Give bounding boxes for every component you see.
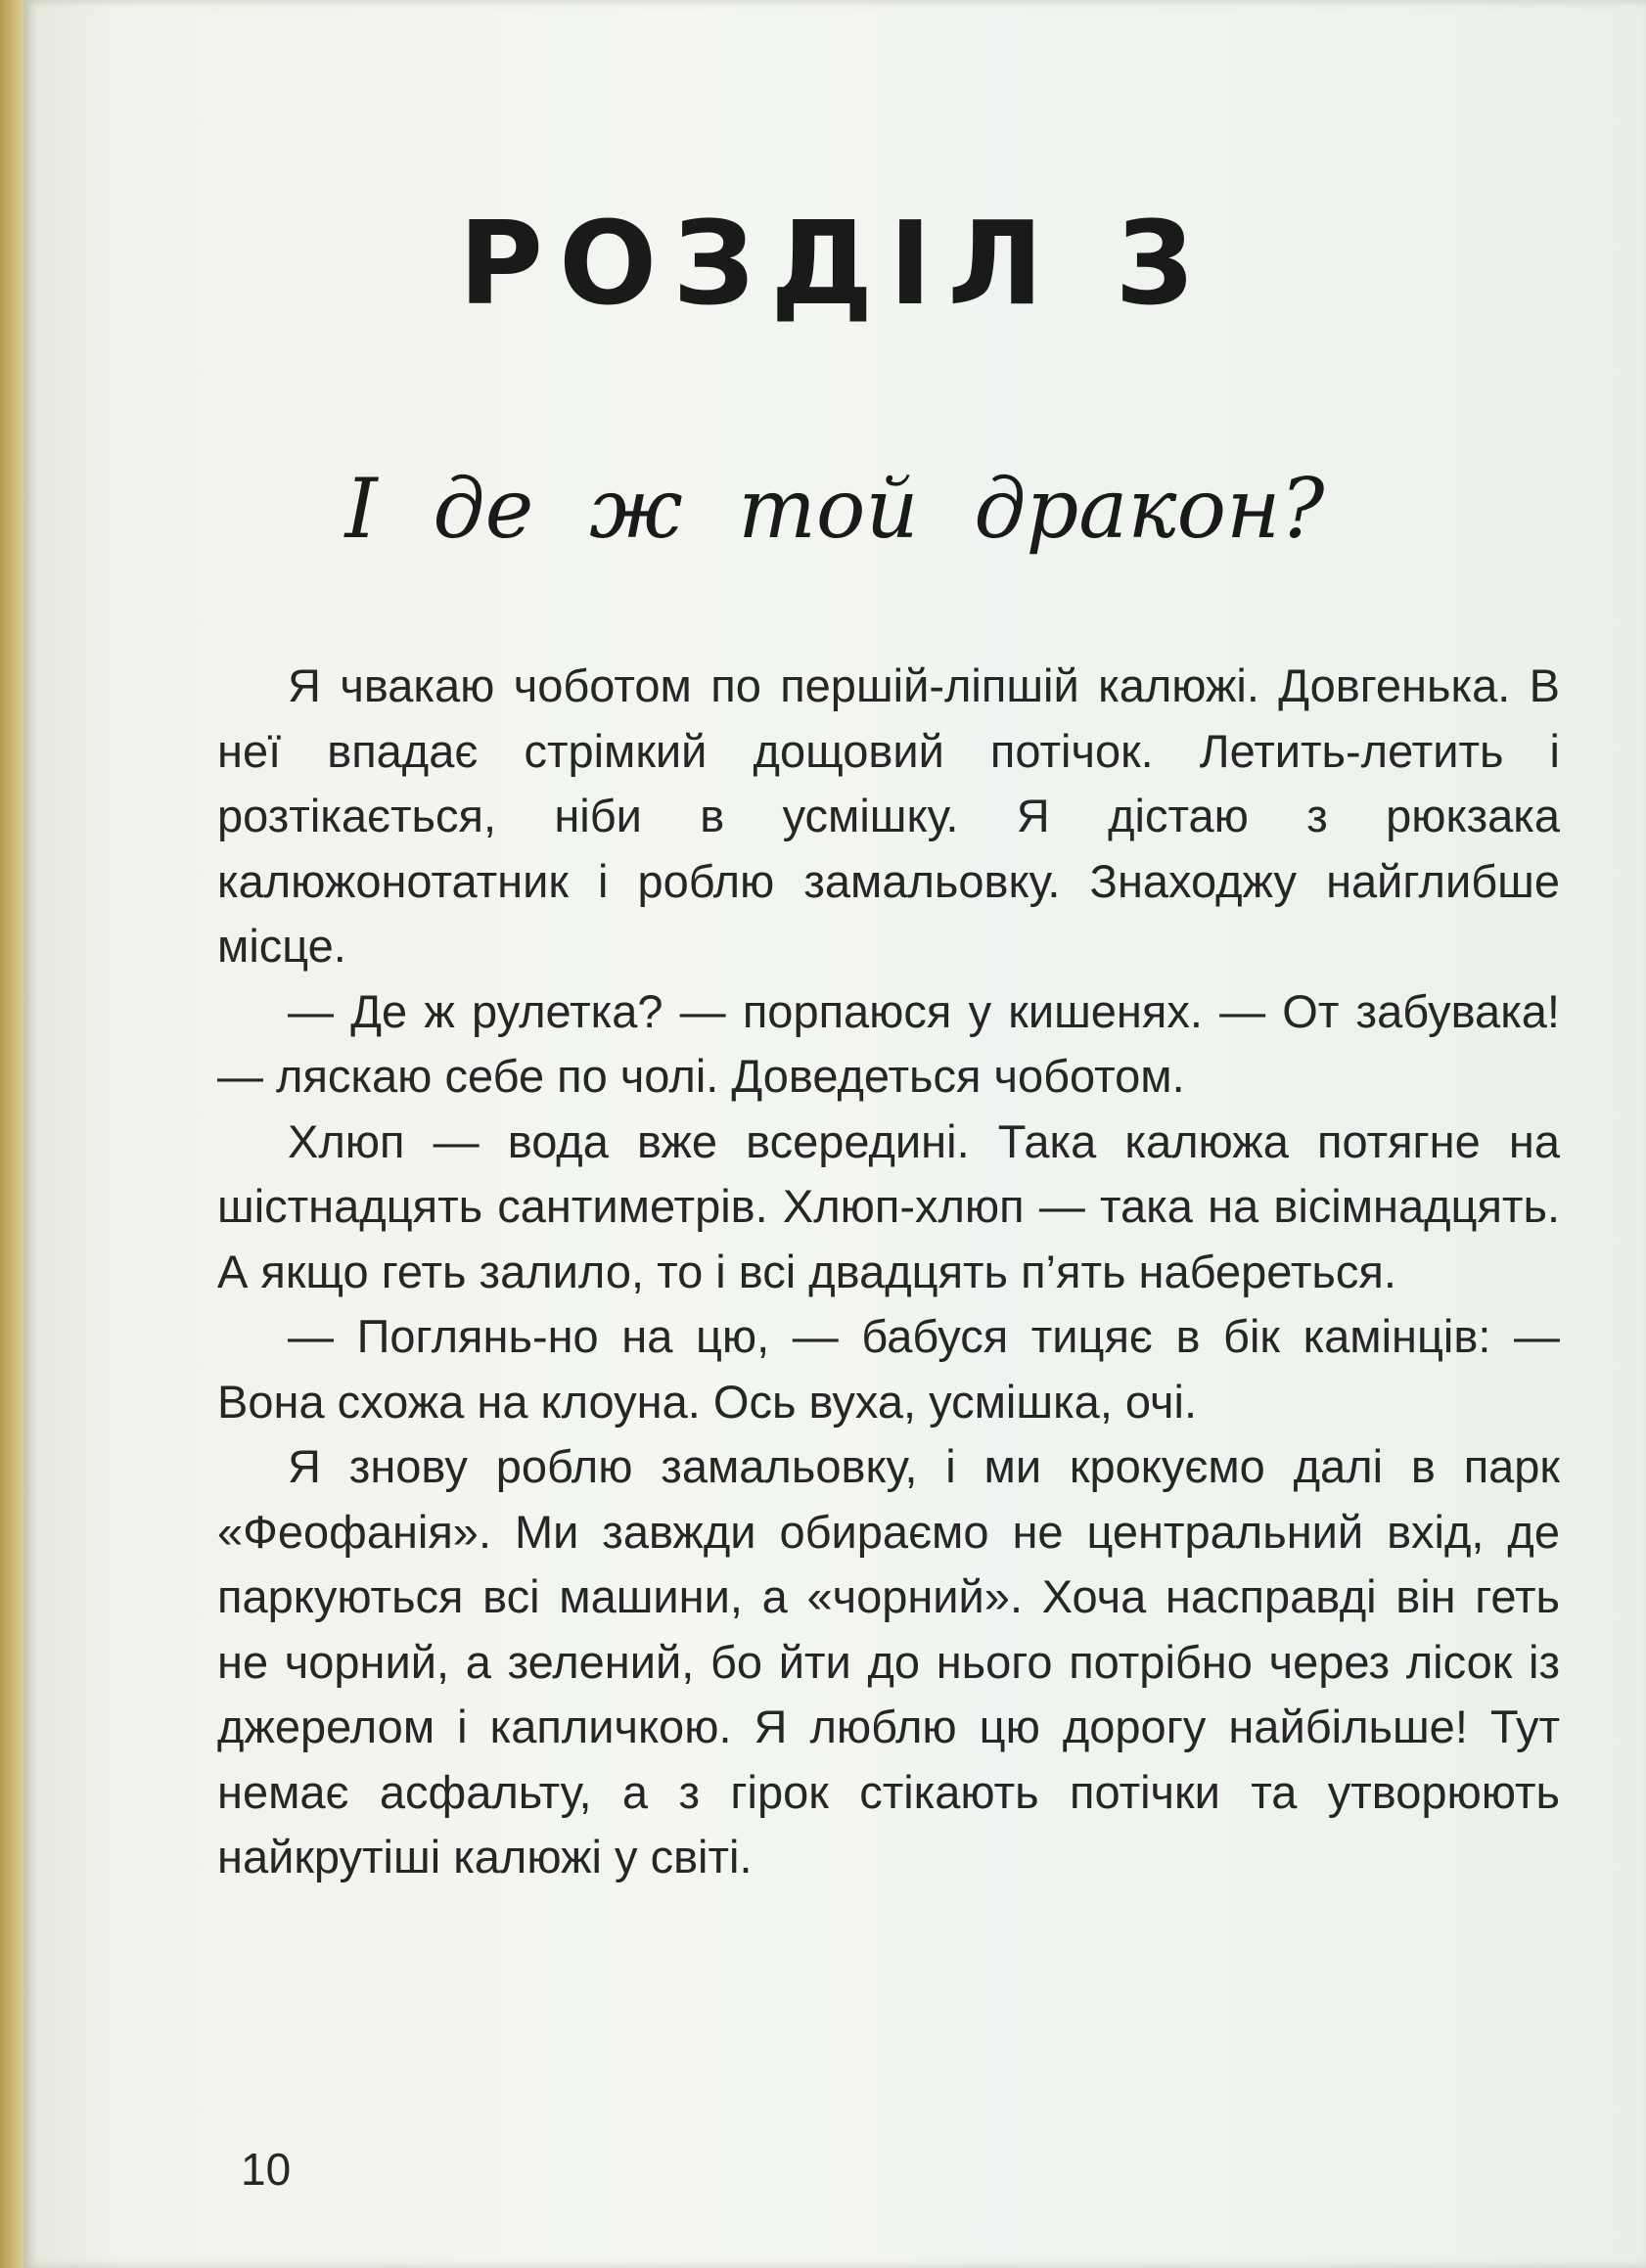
body-text	[217, 654, 1560, 1890]
paragraph: — Де ж рулетка? — порпаюся у кишенях. — От забувака! — ляскаю себе по чолі. Доведеться чоботом.	[217, 984, 1560, 1102]
page-number: 10	[241, 2144, 292, 2195]
paragraph: — Поглянь-но на цю, — бабуся тицяє в бік камінців: — Вона схожа на клоуна. Ось вуха, усмішка, очі.	[217, 1310, 1560, 1428]
chapter-title: РОЗДІЛ 3	[458, 196, 1212, 331]
paragraph: Я чвакаю чоботом по першій-ліпшій калюжі. Довгенька. В неї впадає стрімкий дощовий потічок. Летить-летить і розтікається, ніби в усмішку. Я дістаю з рюкзака калюжонотатник і роблю замальовку. Знаходжу найглибше місце.	[217, 659, 1560, 972]
paragraph: Хлюп — вода вже всередині. Така калюжа потягне на шістнадцять сантиметрів. Хлюп-хлюп — така на вісімнадцять. А якщо геть залило, то і всі двадцять п’ять набереться.	[217, 1114, 1560, 1297]
paragraph: Я знову роблю замальовку, і ми крокуємо далі в парк «Феофанія». Ми завжди обираємо не центральний вхід, де паркуються всі машини, а «чорний». Хоча насправді він геть не чорний, а зелений, бо йти до нього потрібно через лісок із джерелом і капличкою. Я люблю цю дорогу найбільше! Тут немає асфальту, а з гірок стікають потічки та утворюють найкрутіші калюжі у світі.	[217, 1440, 1560, 1882]
book-page	[23, 0, 1646, 2268]
chapter-subtitle: І де ж той дракон?	[344, 461, 1325, 557]
